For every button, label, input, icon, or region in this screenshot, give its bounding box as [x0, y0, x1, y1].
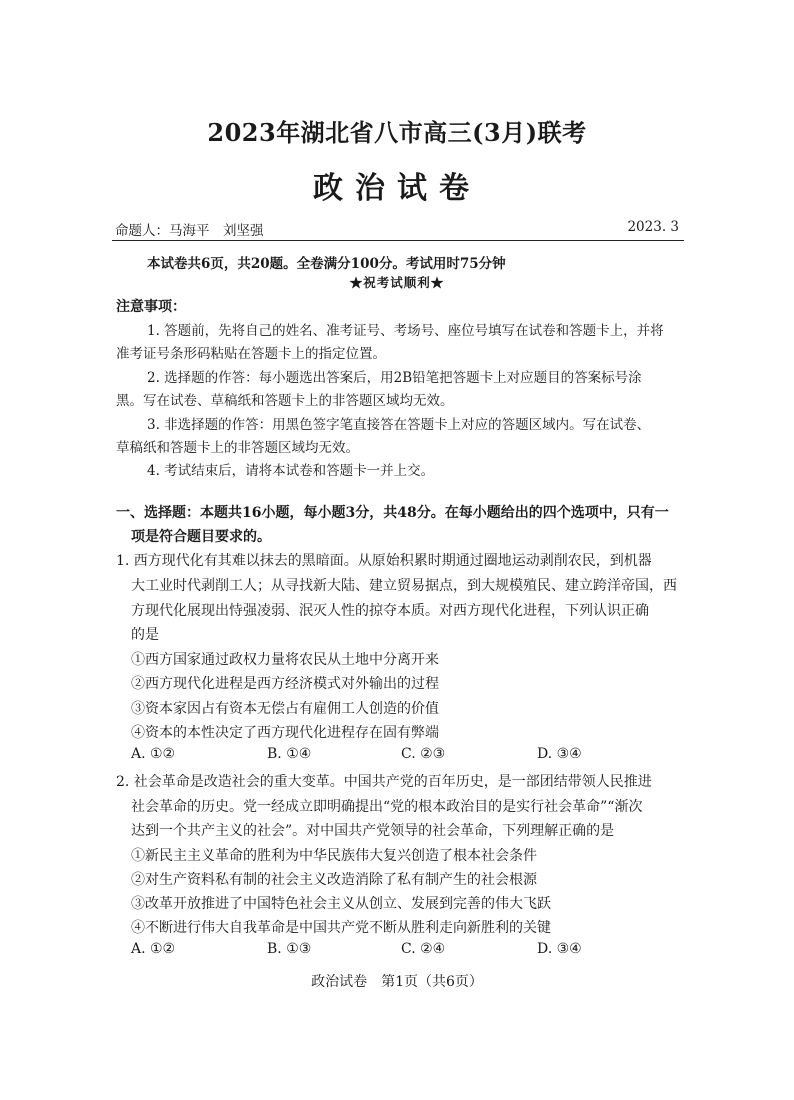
question-2-item: ①新民主主义革命的胜利为中华民族伟大复兴创造了根本社会条件	[131, 848, 537, 864]
question-1-item: ④资本的本性决定了西方现代化进程存在固有弊端	[131, 725, 439, 741]
notice-line: 2. 选择题的作答：每小题选出答案后，用2B铅笔把答题卡上对应题目的答案标号涂	[147, 370, 642, 386]
exam-subtitle: 政治试卷	[313, 171, 481, 206]
question-1-stem: 1. 西方现代化有其难以抹去的黑暗面。从原始积累时期通过圈地运动剥削农民，到机器	[116, 553, 652, 569]
question-2-options	[0, 941, 794, 961]
question-1-item: ②西方现代化进程是西方经济模式对外输出的过程	[131, 676, 439, 692]
question-2-item: ③改革开放推进了中国特色社会主义从创立、发展到完善的伟大飞跃	[131, 896, 551, 912]
notice-line: 草稿纸和答题卡上的非答题区域均无效。	[116, 440, 359, 456]
notice-line: 4. 考试结束后，请将本试卷和答题卡一并上交。	[147, 463, 435, 479]
question-1-stem: 方现代化展现出恃强凌弱、泯灭人性的掠夺本质。对西方现代化进程，下列认识正确	[131, 603, 649, 619]
question-2-stem: 2. 社会革命是改造社会的重大变革。中国共产党的百年历史，是一部团结带领人民推进	[116, 774, 652, 790]
option-d[interactable]: D. ③④	[537, 941, 582, 957]
question-1-item: ①西方国家通过政权力量将农民从土地中分离开来	[131, 652, 439, 668]
option-a[interactable]: A. ①②	[131, 941, 176, 957]
exam-info: 本试卷共6页，共20题。全卷满分100分。考试用时75分钟	[147, 256, 506, 272]
question-2-stem: 社会革命的历史。党一经成立即明确提出“党的根本政治目的是实行社会革命”“渐次	[131, 799, 643, 815]
notice-line: 3. 非选择题的作答：用黑色签字笔直接答在答题卡上对应的答题区域内。写在试卷、	[147, 417, 651, 433]
page-footer: 政治试卷 第1页（共6页）	[311, 974, 483, 990]
option-c[interactable]: C. ②③	[401, 746, 446, 762]
option-c[interactable]: C. ②④	[401, 941, 446, 957]
notice-line: 黑。写在试卷、草稿纸和答题卡上的非答题区域均无效。	[116, 393, 454, 409]
question-2-stem: 达到一个共产主义的社会”。对中国共产党领导的社会革命，下列理解正确的是	[131, 823, 615, 839]
option-b[interactable]: B. ①④	[267, 746, 312, 762]
notice-line: 1. 答题前，先将自己的姓名、准考证号、考场号、座位号填写在试卷和答题卡上，并将	[147, 323, 664, 339]
question-1-stem: 大工业时代剥削工人；从寻找新大陆、建立贸易据点，到大规模殖民、建立跨洋帝国，西	[131, 578, 677, 594]
section-heading-cont: 项是符合题目要求的。	[131, 529, 271, 545]
blessing: ★祝考试顺利★	[349, 275, 445, 290]
question-1-options	[0, 746, 794, 766]
notice-title: 注意事项：	[116, 299, 186, 315]
option-d[interactable]: D. ③④	[537, 746, 582, 762]
question-2-item: ②对生产资料私有制的社会主义改造消除了私有制产生的社会根源	[131, 872, 537, 888]
authors: 命题人：马海平 刘坚强	[115, 223, 264, 239]
exam-title: 2023年湖北省八市高三(3月)联考	[207, 118, 587, 147]
question-1-stem: 的是	[131, 627, 159, 643]
header-divider	[112, 240, 684, 241]
exam-date: 2023. 3	[627, 219, 679, 235]
option-a[interactable]: A. ①②	[131, 746, 176, 762]
option-b[interactable]: B. ①③	[267, 941, 312, 957]
question-1-item: ③资本家因占有资本无偿占有雇佣工人创造的价值	[131, 701, 439, 717]
notice-line: 准考证号条形码粘贴在答题卡上的指定位置。	[116, 346, 386, 362]
question-2-item: ④不断进行伟大自我革命是中国共产党不断从胜利走向新胜利的关键	[131, 920, 551, 936]
section-heading: 一、选择题：本题共16小题，每小题3分，共48分。在每小题给出的四个选项中，只有一	[116, 505, 669, 521]
